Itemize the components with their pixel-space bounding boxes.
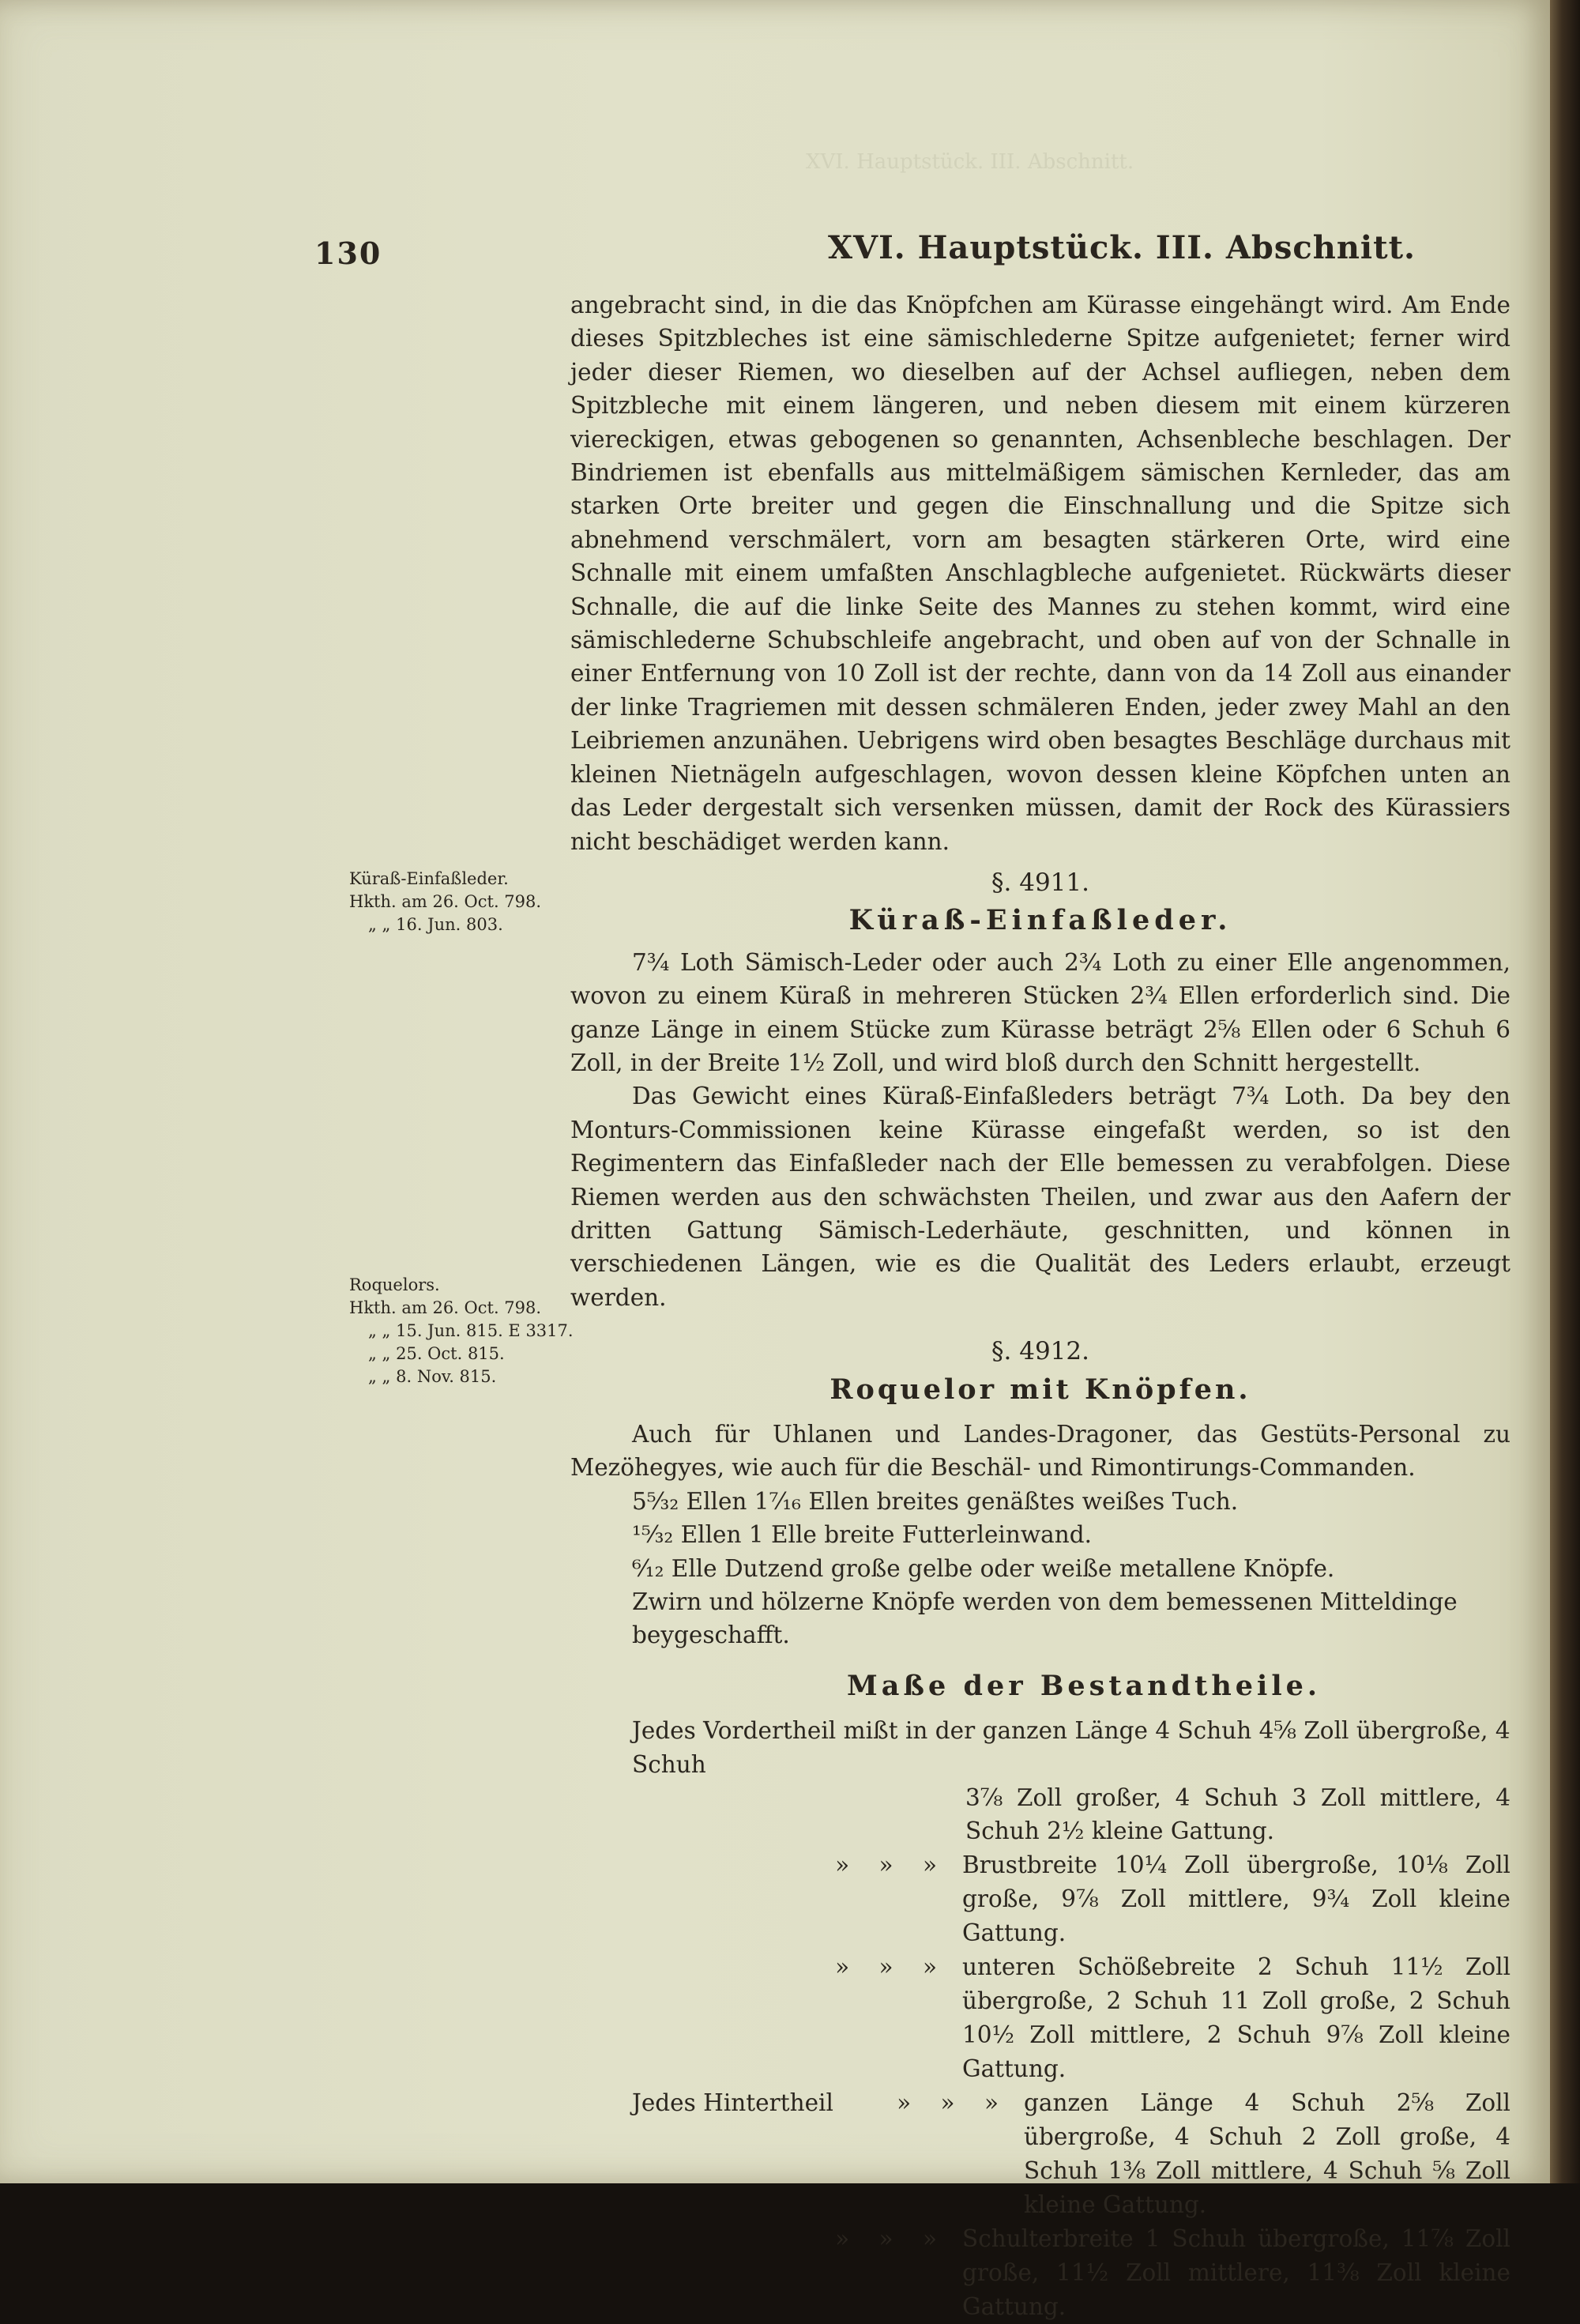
- measure-value: Schulterbreite 1 Schuh übergroße, 11⅞ Zoll große, 11½ Zoll mittlere, 11⅜ Zoll kleine Gattung.: [962, 2224, 1510, 2320]
- material-item: ¹⁵⁄₃₂ Ellen 1 Elle breite Futterleinwand.: [632, 1521, 1092, 1549]
- measures-title: Maße der Bestandtheile.: [847, 1669, 1322, 1702]
- ditto-marks: » » »: [897, 2089, 1010, 2116]
- page-number: 130: [314, 235, 382, 271]
- margin-note-roquelor: [349, 1274, 578, 1388]
- bleed-through-text: XVI. Hauptstück. III. Abschnitt.: [806, 150, 1134, 174]
- measures-table: [570, 1714, 1510, 2324]
- margin-note-line: Küraß-Einfaßleder.: [349, 869, 509, 888]
- main-text: [570, 288, 1510, 2324]
- measure-row: [570, 2222, 1510, 2324]
- section-title: Küraß-Einfaßleder.: [848, 904, 1232, 937]
- paragraph: 7¾ Loth Sämisch-Leder oder auch 2¾ Loth zu einer Elle angenommen, wovon zu einem Küraß in mehreren Stücken 2¾ Ellen erforderlich sind. Die ganze Länge in einem Stücke zum Kürasse beträgt 2⅝ Ellen oder 6 Schuh 6 Zoll, in der Breite 1½ Zoll, und wird bloß durch den Schnitt hergestellt.: [570, 948, 1510, 1076]
- measure-value: unteren Schößebreite 2 Schuh 11½ Zoll übergroße, 2 Schuh 11 Zoll große, 2 Schuh 10½ Zoll mittlere, 2 Schuh 9⅞ Zoll kleine Gattung.: [962, 1953, 1510, 2082]
- margin-note-kuerass: [349, 868, 578, 936]
- section-number: §. 4912.: [991, 1337, 1089, 1366]
- measure-value: Brustbreite 10¼ Zoll übergroße, 10⅛ Zoll große, 9⅞ Zoll mittlere, 9¾ Zoll kleine Gattung.: [962, 1851, 1510, 1946]
- material-item: 5⁵⁄₃₂ Ellen 1⁷⁄₁₆ Ellen breites genäßtes weißes Tuch.: [632, 1487, 1239, 1515]
- margin-note-line: „ „ 8. Nov. 815.: [368, 1367, 497, 1386]
- margin-note-line: „ „ 15. Jun. 815. E 3317.: [368, 1321, 574, 1340]
- measure-row: [570, 2086, 1510, 2222]
- measure-row: 3⅞ Zoll großer, 4 Schuh 3 Zoll mittlere, 4 Schuh 2½ kleine Gattung.: [965, 1784, 1510, 1845]
- measure-label: Jedes Hintertheil: [632, 2089, 833, 2116]
- book-spine: [1550, 0, 1580, 2183]
- running-head: XVI. Hauptstück. III. Abschnitt.: [828, 229, 1416, 266]
- material-item: ⁶⁄₁₂ Elle Dutzend große gelbe oder weiße metallene Knöpfe.: [632, 1554, 1335, 1582]
- paragraph: Das Gewicht eines Küraß-Einfaßleders beträgt 7¾ Loth. Da bey den Monturs-Commissionen keine Kürasse eingefaßt werden, so ist den Regimentern das Einfaßleder nach der Elle bemessen zu verabfolgen. Diese Riemen werden aus den schwächsten Theilen, und zwar aus den Aafern der dritten Gattung Sämisch-Lederhäute, geschnitten, und können in verschiedenen Längen, wie es die Qualität des Leders erlaubt, erzeugt werden.: [570, 1083, 1510, 1311]
- measure-row: Jedes Vordertheil mißt in der ganzen Länge 4 Schuh 4⅝ Zoll übergroße, 4 Schuh: [632, 1717, 1510, 1778]
- measure-value: ganzen Länge 4 Schuh 2⅝ Zoll übergroße, 4 Schuh 2 Zoll große, 4 Schuh 1⅜ Zoll mittlere, 4 Schuh ⅝ Zoll kleine Gattung.: [1024, 2089, 1510, 2218]
- continuation-paragraph: angebracht sind, in die das Knöpfchen am Kürasse eingehängt wird. Am Ende dieses Spitzbleches ist eine sämischlederne Spitze aufgenietet; ferner wird jeder dieser Riemen, wo dieselben auf der Achsel aufliegen, neben dem Spitzbleche mit einem längeren, und neben diesem mit einem kürzeren viereckigen, etwas gebogenen so genannten, Achsenbleche beschlagen. Der Bindriemen ist ebenfalls aus mittelmäßigem sämischen Kernleder, das am starken Orte breiter und gegen die Einschnallung und die Spitze sich abnehmend verschmälert, vorn am besagten stärkeren Orte, wird eine Schnalle mit einem umfaßten Anschlagbleche aufgenietet. Rückwärts dieser Schnalle, die auf die linke Seite des Mannes zu stehen kommt, wird eine sämischlederne Schubschleife angebracht, und oben auf von der Schnalle in einer Entfernung von 10 Zoll ist der rechte, dann von da 14 Zoll aus einander der linke Tragriemen mit dessen schmäleren Enden, jeder zwey Mahl an den Leibriemen anzunähen. Uebrigens wird oben besagtes Beschläge durchaus mit kleinen Nietnägeln aufgeschlagen, wovon dessen kleine Köpfchen unten an das Leder dergestalt sich versenken müssen, damit der Rock des Kürassiers nicht beschädiget werden kann.: [570, 292, 1510, 855]
- margin-note-line: „ „ 25. Oct. 815.: [368, 1344, 505, 1363]
- measure-row: [570, 1950, 1510, 2086]
- margin-note-line: Roquelors.: [349, 1275, 440, 1294]
- section-title: Roquelor mit Knöpfen.: [830, 1373, 1251, 1406]
- margin-note-line: Hkth. am 26. Oct. 798.: [349, 1298, 542, 1317]
- paragraph: Auch für Uhlanen und Landes-Dragoner, das Gestüts-Personal zu Mezöhegyes, wie auch für die Beschäl- und Rimontirungs-Commanden.: [570, 1421, 1510, 1482]
- margin-note-line: Hkth. am 26. Oct. 798.: [349, 892, 542, 911]
- section-number: §. 4911.: [991, 868, 1089, 897]
- ditto-marks: » » »: [835, 1953, 948, 1980]
- ditto-marks: » » »: [835, 2224, 948, 2252]
- ditto-marks: » » »: [835, 1851, 948, 1878]
- margin-note-line: „ „ 16. Jun. 803.: [368, 915, 503, 934]
- material-item: Zwirn und hölzerne Knöpfe werden von dem bemessenen Mitteldinge beygeschafft.: [632, 1588, 1458, 1649]
- measure-row: [570, 1848, 1510, 1950]
